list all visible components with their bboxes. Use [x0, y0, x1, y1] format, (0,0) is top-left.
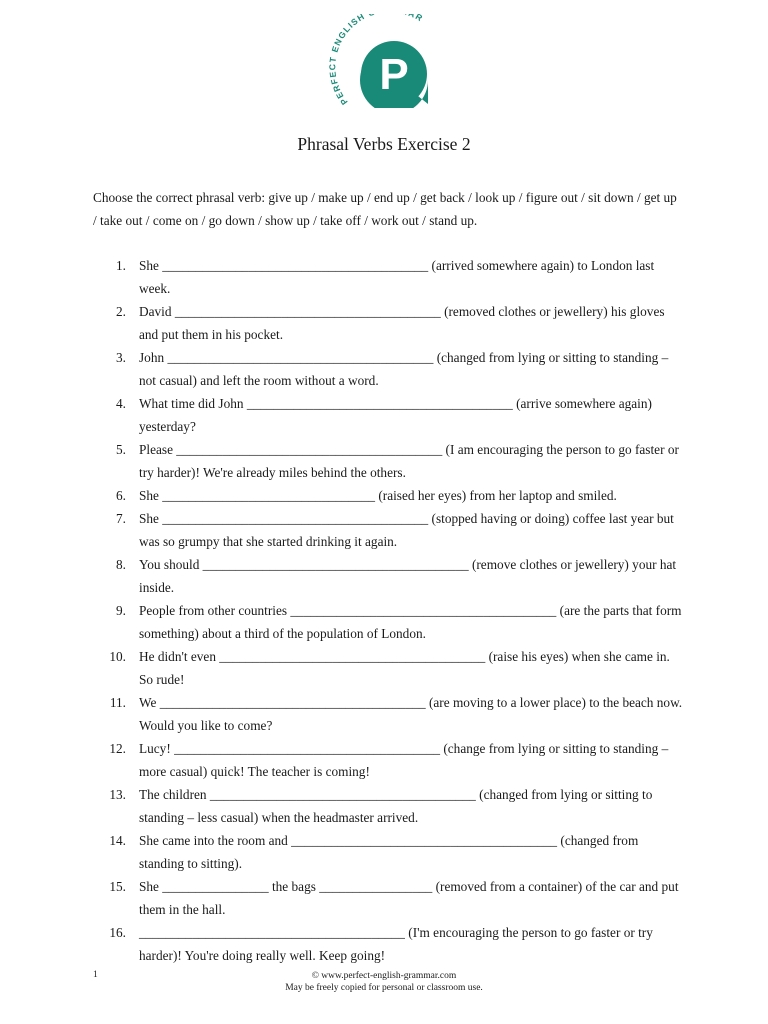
exercise-item: [93, 254, 693, 300]
perfect-english-grammar-logo-icon: [328, 14, 438, 108]
exercise-number: 2.: [116, 304, 126, 319]
exercise-text: Please ________________________________________ (I am encouraging the person to go faster or try harder)! We're already miles behind the others.: [139, 442, 679, 480]
exercise-item: [93, 875, 693, 921]
exercise-text: We ________________________________________ (are moving to a lower place) to the beach now. Would you like to come?: [139, 695, 683, 733]
exercise-item: [93, 829, 693, 875]
exercise-number: 10.: [109, 649, 126, 664]
exercise-item: [93, 484, 693, 507]
exercise-item: [93, 645, 693, 691]
exercise-item: [93, 783, 693, 829]
exercise-text: She ________________________________________ (arrived somewhere again) to London last week.: [139, 258, 655, 296]
license-text: May be freely copied for personal or classroom use.: [285, 983, 483, 993]
page-title: Phrasal Verbs Exercise 2: [297, 134, 471, 154]
exercise-number: 11.: [109, 695, 126, 710]
exercise-text: John ________________________________________ (changed from lying or sitting to standing – not casual) and left the room without a word.: [139, 350, 669, 388]
exercise-number: 8.: [116, 557, 126, 572]
footer: [0, 970, 768, 994]
exercise-text: She ________________________________ (raised her eyes) from her laptop and smiled.: [139, 488, 617, 503]
exercise-item: [93, 921, 693, 967]
exercise-number: 9.: [116, 603, 126, 618]
page-number: 1: [93, 970, 98, 980]
exercise-text: ________________________________________ (I'm encouraging the person to go faster or try harder)! You're doing really well. Keep going!: [139, 925, 653, 963]
exercise-item: [93, 507, 693, 553]
exercise-item: [93, 553, 693, 599]
svg-text:P: P: [379, 50, 409, 99]
exercise-text: You should ________________________________________ (remove clothes or jewellery) your hat inside.: [139, 557, 677, 595]
exercise-number: 5.: [116, 442, 126, 457]
exercise-number: 6.: [116, 488, 126, 503]
exercise-item: [93, 691, 693, 737]
exercise-item: [93, 300, 693, 346]
exercise-item: [93, 737, 693, 783]
exercise-number: 4.: [116, 396, 126, 411]
exercise-item: [93, 599, 693, 645]
exercise-text: She ________________ the bags _________________ (removed from a container) of the car and put them in the hall.: [139, 879, 679, 917]
exercise-text: What time did John ________________________________________ (arrive somewhere again) yesterday?: [139, 396, 652, 434]
exercise-text: He didn't even ________________________________________ (raise his eyes) when she came in. So rude!: [139, 649, 670, 687]
copyright-text: © www.perfect-english-grammar.com: [311, 971, 457, 981]
exercise-item: [93, 392, 693, 438]
exercise-text: People from other countries ________________________________________ (are the parts that form something) about a third of the population of London.: [139, 603, 682, 641]
logo: [328, 14, 438, 108]
instructions: Choose the correct phrasal verb: give up / make up / end up / get back / look up / figure out / sit down / get up / take out / come on / go down / show up / take off / work out / stand up.: [93, 190, 677, 228]
exercise-number: 16.: [109, 925, 126, 940]
exercise-number: 13.: [109, 787, 126, 802]
exercise-number: 14.: [109, 833, 126, 848]
exercise-number: 1.: [116, 258, 126, 273]
exercise-text: She came into the room and ________________________________________ (changed from standing to sitting).: [139, 833, 639, 871]
exercise-number: 7.: [116, 511, 126, 526]
exercise-number: 12.: [109, 741, 126, 756]
exercise-list: [93, 254, 693, 967]
exercise-number: 3.: [116, 350, 126, 365]
svg-text:PERFECT ENGLISH GRAMMAR: PERFECT ENGLISH R: [328, 14, 426, 107]
exercise-item: [93, 438, 693, 484]
exercise-number: 15.: [109, 879, 126, 894]
exercise-text: She ________________________________________ (stopped having or doing) coffee last year but was so grumpy that she started drinking it again.: [139, 511, 674, 549]
exercise-text: David ________________________________________ (removed clothes or jewellery) his gloves and put them in his pocket.: [139, 304, 665, 342]
exercise-text: Lucy! ________________________________________ (change from lying or sitting to standing – more casual) quick! The teacher is coming!: [139, 741, 669, 779]
exercise-text: The children ________________________________________ (changed from lying or sitting to standing – less casual) when the headmaster arrived.: [139, 787, 653, 825]
exercise-item: [93, 346, 693, 392]
